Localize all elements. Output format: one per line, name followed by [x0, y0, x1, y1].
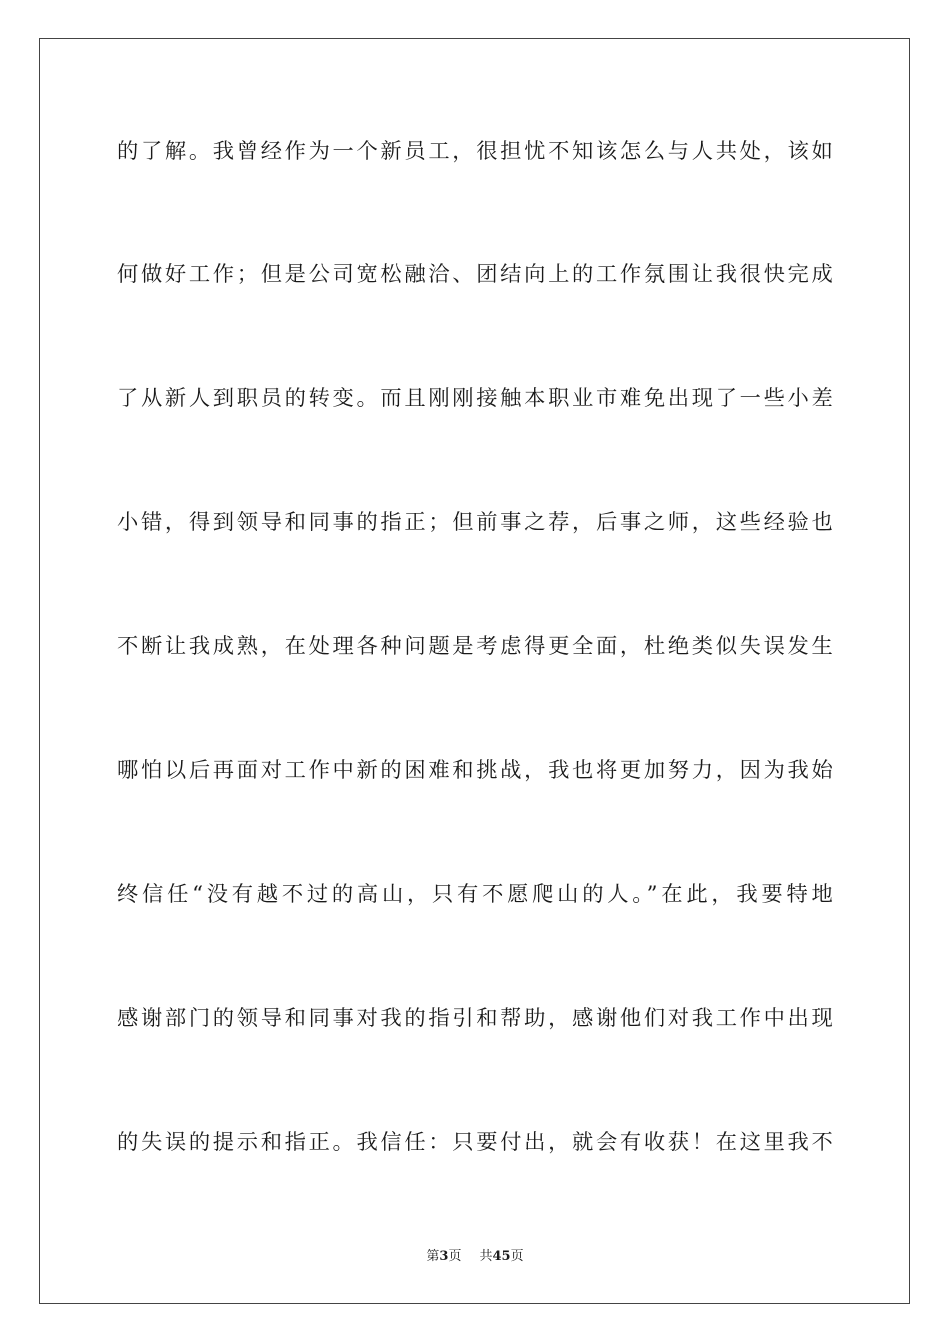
total-pages: 45 [492, 1249, 511, 1264]
page-suffix: 页 [448, 1249, 462, 1264]
text-line: 小错，得到领导和同事的指正；但前事之荐，后事之师，这些经验也 [117, 510, 833, 535]
page-prefix: 第 [426, 1249, 440, 1264]
text-line: 的了解。我曾经作为一个新员工，很担忧不知该怎么与人共处，该如 [117, 139, 833, 164]
page-border [39, 38, 910, 1304]
text-line: 了从新人到职员的转变。而且刚刚接触本职业市难免出现了一些小差 [117, 386, 833, 411]
text-line: 终信任“没有越不过的高山，只有不愿爬山的人。”在此，我要特地 [117, 882, 833, 907]
total-suffix: 页 [510, 1249, 524, 1264]
text-line: 何做好工作；但是公司宽松融洽、团结向上的工作氛围让我很快完成 [117, 262, 833, 287]
page-number: 3 [439, 1249, 449, 1264]
text-line: 感谢部门的领导和同事对我的指引和帮助，感谢他们对我工作中出现 [117, 1006, 833, 1031]
total-prefix: 共 [479, 1249, 493, 1264]
text-line: 的失误的提示和指正。我信任：只要付出，就会有收获！在这里我不 [117, 1130, 833, 1155]
page-footer [0, 1248, 950, 1266]
text-line: 不断让我成熟，在处理各种问题是考虑得更全面，杜绝类似失误发生 [117, 634, 833, 659]
text-line: 哪怕以后再面对工作中新的困难和挑战，我也将更加努力，因为我始 [117, 758, 833, 783]
